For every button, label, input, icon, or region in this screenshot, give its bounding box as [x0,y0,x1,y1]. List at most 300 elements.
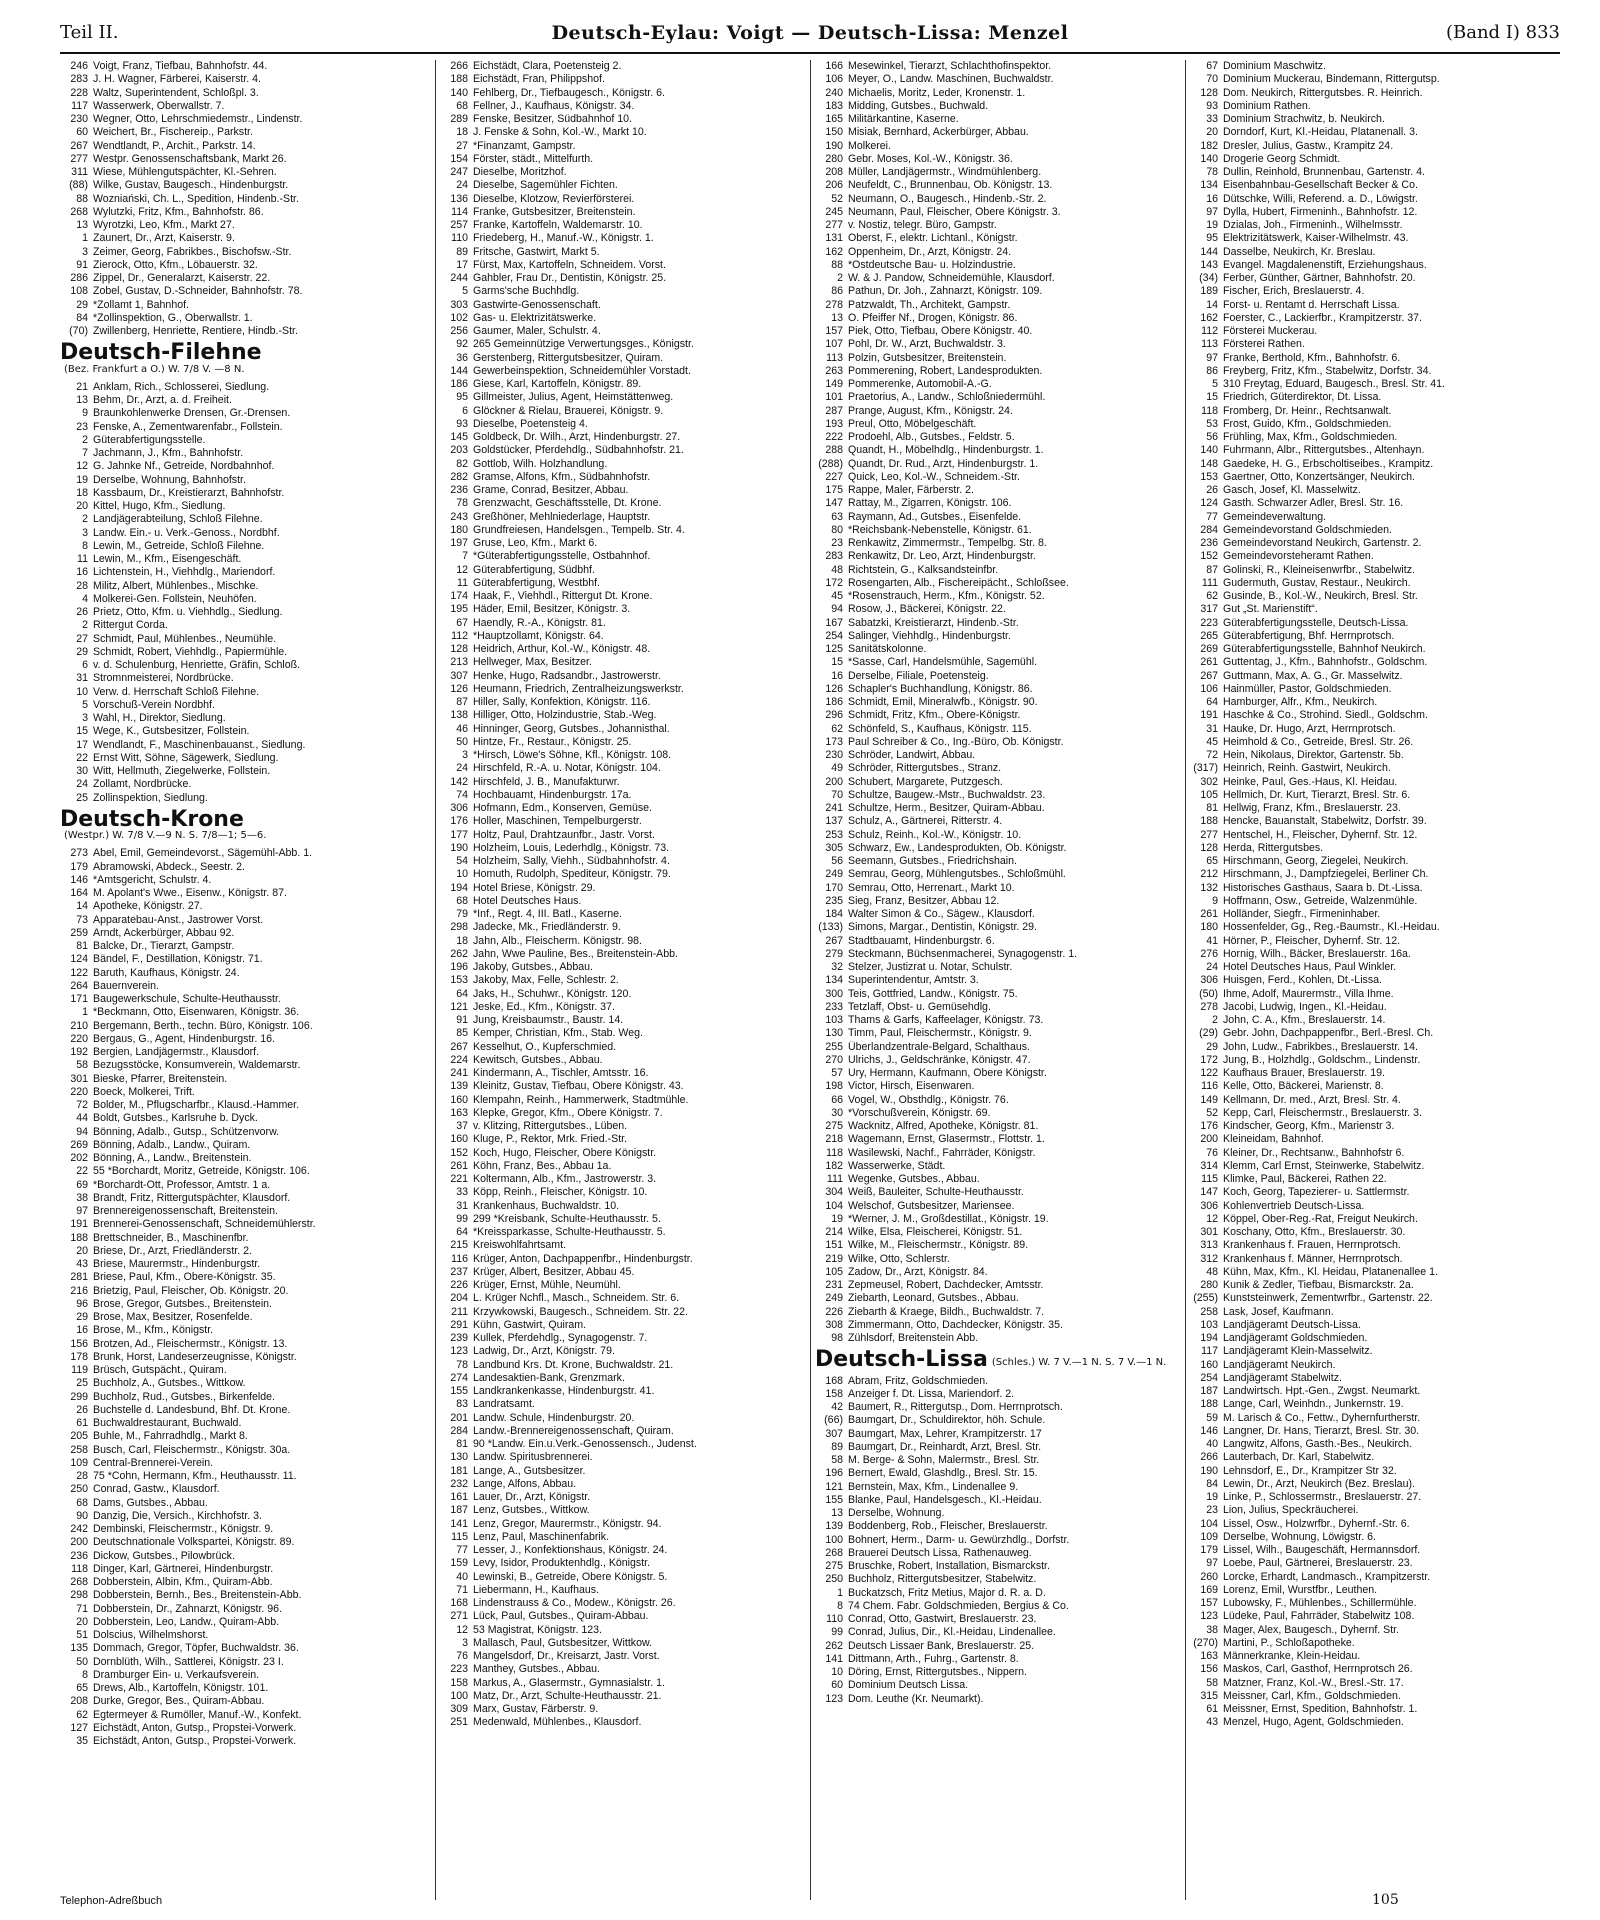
phone-number: 29 [1206,1040,1218,1053]
phone-number: 134 [1200,179,1218,192]
phone-number: 128 [450,643,468,655]
entry-text: Gasch, Josef, Kl. Masselwitz. [1223,484,1361,496]
entry-text: Landjägeramt Goldschmieden. [1223,1332,1368,1344]
phone-number: 92 [456,338,468,351]
directory-entry [60,140,432,153]
directory-entry [1190,471,1561,484]
directory-entry [1190,378,1561,391]
entry-text: Zobel, Gustav, D.-Schneider, Bahnhofstr. 78. [93,285,303,298]
phone-number: 13 [831,1507,843,1519]
directory-entry [440,1266,808,1279]
phone-number: 104 [825,1199,843,1212]
entry-text: Homuth, Rudolph, Spediteur, Königstr. 79. [473,868,671,881]
entry-text: Fenske, Besitzer, Südbahnhof 10. [473,113,633,125]
directory-entry [815,153,1183,166]
directory-entry [440,1438,808,1451]
phone-number: 267 [825,934,843,947]
entry-text: Menzel, Hugo, Agent, Goldschmieden. [1223,1716,1404,1729]
directory-entry [440,1133,808,1146]
directory-entry [60,527,432,540]
directory-entry [440,1478,808,1491]
phone-number: 156 [70,1337,88,1350]
entry-text: Haendly, R.-A., Königstr. 81. [473,616,606,629]
phone-number: 301 [70,1072,88,1085]
entry-text: Lüdeke, Paul, Fahrräder, Stabelwitz 108. [1223,1610,1415,1623]
phone-number: 115 [451,1530,468,1543]
directory-entry [1190,577,1561,590]
phone-number: 230 [70,113,88,125]
phone-number: 10 [831,1666,843,1678]
directory-entry [440,1239,808,1252]
entry-text: Paul Schreiber & Co., Ing.-Büro, Ob. Königstr. [848,735,1064,748]
phone-number: 18 [456,126,468,139]
entry-text: Steckmann, Büchsenmacherei, Synagogenstr. 1. [848,947,1078,960]
entry-text: Apparatebau-Anst., Jastrower Vorst. [93,913,264,926]
directory-entry [1190,1266,1561,1279]
phone-number: 28 [76,1470,88,1482]
directory-entry [60,1258,432,1271]
directory-entry [60,1444,432,1457]
phone-number: 137 [825,815,843,828]
phone-number: 151 [825,1239,843,1252]
phone-number: 178 [70,1350,88,1363]
directory-entry [60,73,432,86]
entry-text: Baumgart, Dr., Schuldirektor, höh. Schule. [848,1414,1046,1427]
phone-number: 281 [70,1271,88,1284]
phone-number: 163 [1200,1650,1218,1662]
directory-entry [440,921,808,934]
phone-number: 140 [1200,152,1218,165]
directory-entry [815,1428,1183,1441]
entry-text: Henke, Hugo, Radsandbr., Jastrowerstr. [473,669,661,682]
entry-text: Franke, Berthold, Kfm., Bahnhofstr. 6. [1223,351,1401,364]
directory-entry [1190,1584,1561,1597]
entry-text: Dieselbe, Klotzow, Revierförsterei. [473,192,635,205]
directory-entry [815,471,1183,484]
entry-text: Heinrich, Reinh. Gastwirt, Neukirch. [1223,762,1391,775]
directory-entry [60,434,432,447]
entry-text: Hossenfelder, Gg., Reg.-Baumstr., Kl.-Heidau. [1223,921,1440,934]
directory-entry [1190,1226,1561,1239]
directory-entry [815,378,1183,391]
directory-entry [60,1457,432,1470]
entry-text: Frost, Guido, Kfm., Goldschmieden. [1223,417,1392,430]
entry-text: Wilke, M., Fleischermstr., Königstr. 89. [848,1239,1029,1252]
directory-entry [815,391,1183,404]
directory-entry [60,540,432,553]
entry-text: Wacknitz, Alfred, Apotheke, Königstr. 81. [848,1120,1039,1132]
entry-text: Historisches Gasthaus, Saara b. Dt.-Lissa. [1223,881,1423,894]
phone-number: 278 [825,298,843,311]
directory-entry [815,1080,1183,1093]
phone-number: 208 [825,166,843,178]
column-3 [810,60,1183,1900]
phone-number: 26 [76,1403,88,1416]
entry-text: Köpp, Reinh., Fleischer, Königstr. 10. [473,1186,648,1199]
directory-entry [440,1279,808,1292]
phone-number: 257 [450,219,468,231]
directory-entry [815,935,1183,948]
phone-number: 79 [456,908,468,920]
directory-entry [1190,1597,1561,1610]
directory-entry [1190,961,1561,974]
entry-text: Arndt, Ackerbürger, Abbau 92. [93,926,235,939]
entry-text: Semrau, Otto, Herrenart., Markt 10. [848,881,1015,894]
entry-text: Briese, Dr., Arzt, Friedländerstr. 2. [93,1244,252,1257]
entry-text: Dobberstein, Leo, Landw., Quiram-Abb. [93,1615,280,1628]
phone-number: 106 [1200,682,1218,695]
entry-text: Landw.-Brennereigenossenschaft, Quiram. [473,1424,674,1437]
directory-entry [60,953,432,966]
entry-text: Dominium Strachwitz, b. Neukirch. [1223,113,1385,125]
phone-number: 11 [77,553,88,565]
directory-entry [1190,352,1561,365]
directory-entry [1190,1398,1561,1411]
volume-page: (Band I) 833 [1445,22,1560,43]
entry-text: Franke, Gutsbesitzer, Breitenstein. [473,205,636,218]
phone-number: 2 [1212,1014,1218,1026]
directory-entry [1190,497,1561,510]
directory-entry [1190,736,1561,749]
entry-text: Holzheim, Louis, Lederhdlg., Königstr. 73. [473,841,670,854]
directory-entry [440,179,808,192]
entry-text: Hauke, Dr. Hugo, Arzt, Herrnprotsch. [1223,722,1396,735]
entry-text: Kelle, Otto, Bäckerei, Marienstr. 8. [1223,1080,1384,1093]
directory-entry [1190,299,1561,312]
directory-entry [440,1120,808,1133]
phone-number: 95 [456,391,468,404]
phone-number: 163 [450,1106,468,1119]
entry-text: Jadecke, Mk., Friedländerstr. 9. [473,921,621,934]
entry-text: Eichstädt, Anton, Gutsp., Propstei-Vorwerk. [93,1721,297,1734]
entry-text: Timm, Paul, Fleischermstr., Königstr. 9. [848,1027,1032,1040]
directory-entry [440,1637,808,1650]
phone-number: 21 [76,380,88,393]
phone-number: 236 [450,484,468,496]
directory-entry [440,431,808,444]
directory-entry [1190,617,1561,630]
entry-text: Lissel, Wilh., Baugeschäft, Hermannsdorf. [1223,1544,1421,1556]
phone-number: 66 [831,1093,843,1106]
header-rule [60,52,1560,54]
directory-entry [815,458,1183,471]
entry-text: Kluge, P., Rektor, Mrk. Fried.-Str. [473,1133,628,1146]
directory-entry [440,1451,808,1464]
directory-entry [815,736,1183,749]
directory-entry [815,1600,1183,1613]
directory-entry [1190,1624,1561,1637]
entry-text: Dornblüth, Wilh., Sattlerei, Königstr. 23 I. [93,1655,284,1668]
directory-entry [60,1576,432,1589]
directory-entry [815,670,1183,683]
phone-number: 276 [1200,947,1218,960]
entry-text: Landw. Ein.- u. Verk.-Genoss., Nordbhf. [93,526,280,539]
phone-number: 307 [450,669,468,682]
directory-entry [815,113,1183,126]
directory-entry [440,1412,808,1425]
entry-text: Klepke, Gregor, Kfm., Obere Königstr. 7. [473,1106,663,1119]
entry-text: Wilke, Elsa, Fleischerei, Königstr. 51. [848,1226,1023,1238]
entry-text: Brennereigenossenschaft, Breitenstein. [93,1205,278,1217]
phone-number: 27 [76,632,88,645]
directory-entry [815,232,1183,245]
directory-entry [440,630,808,643]
entry-text: Grame, Conrad, Besitzer, Abbau. [473,484,629,496]
entry-text: Dominium Rathen. [1223,99,1311,112]
phone-number: 67 [456,616,468,629]
phone-number: 29 [76,645,88,658]
phone-number: 113 [826,351,843,364]
phone-number: 266 [450,60,468,72]
entry-text: 74 Chem. Fabr. Goldschmieden, Bergius & Co. [848,1599,1069,1612]
entry-text: Bönning, Adalb., Gutsp., Schützenvorw. [93,1125,280,1138]
entry-text: Baugewerkschule, Schulte-Heuthausstr. [93,993,281,1005]
directory-entry [1190,219,1561,232]
entry-text: Pohl, Dr. W., Arzt, Buchwaldstr. 3. [848,338,1006,351]
directory-entry [60,646,432,659]
phone-number: 12 [456,563,468,576]
phone-number: 230 [825,749,843,761]
entry-text: Braunkohlenwerke Drensen, Gr.-Drensen. [93,407,291,420]
directory-entry [815,1679,1183,1692]
entry-text: O. Pfeiffer Nf., Drogen, Königstr. 86. [848,311,1018,324]
entry-text: Kaufhaus Brauer, Breslauerstr. 19. [1223,1067,1385,1079]
phone-number: 280 [825,152,843,165]
entry-text: Brietzig, Paul, Fleischer, Ob. Königstr. 20. [93,1284,289,1297]
entry-text: Dommach, Gregor, Töpfer, Buchwaldstr. 36. [93,1642,299,1655]
entry-text: Patzwaldt, Th., Architekt, Gampstr. [848,298,1011,311]
entry-text: Neufeldt, C., Brunnenbau, Ob. Königstr. 13. [848,179,1053,192]
directory-entry [1190,1133,1561,1146]
entry-text: *Sasse, Carl, Handelsmühle, Sagemühl. [848,656,1038,669]
entry-text: *Kreissparkasse, Schulte-Heuthausstr. 5. [473,1226,666,1238]
phone-number: 312 [1200,1252,1218,1265]
directory-entry [60,1735,432,1748]
entry-text: Lange, Carl, Weinhdn., Junkernstr. 19. [1223,1398,1404,1411]
entry-text: Schapler's Buchhandlung, Königstr. 86. [848,682,1033,695]
directory-entry [440,1213,808,1226]
entry-text: Jachmann, J., Kfm., Bahnhofstr. [93,447,244,459]
phone-number: 211 [451,1305,468,1318]
phone-number: 296 [825,709,843,722]
entry-text: Eichstädt, Anton, Gutsp., Propstei-Vorwerk. [93,1735,297,1747]
directory-entry [815,1507,1183,1520]
phone-number: 208 [70,1695,88,1708]
entry-text: Kühn, Gastwirt, Quiram. [473,1318,587,1331]
directory-entry [60,1324,432,1337]
entry-text: Dieselbe, Moritzhof. [473,166,567,178]
phone-number: 222 [825,431,843,443]
entry-text: Abram, Fritz, Goldschmieden. [848,1374,989,1387]
directory-entry [1190,153,1561,166]
entry-text: Haschke & Co., Strohind. Siedl., Goldschm. [1223,709,1428,722]
phone-number: 18 [76,486,88,499]
entry-text: *Finanzamt, Gampstr. [473,139,576,152]
footer-label: Telephon-Adreßbuch [60,1895,163,1907]
phone-number: 2 [82,619,88,632]
directory-entry [60,421,432,434]
directory-entry [440,1385,808,1398]
entry-text: Holzheim, Sally, Viehh., Südbahnhofstr. 4. [473,855,670,867]
phone-number: 116 [1201,1080,1218,1093]
phone-number: 173 [825,735,843,748]
phone-number: (133) [818,921,843,934]
directory-entry [60,126,432,139]
entry-text: Dylla, Hubert, Firmeninh., Bahnhofstr. 12. [1223,205,1418,218]
phone-number: 114 [451,205,468,218]
page-header [60,22,1560,52]
directory-entry [815,1441,1183,1454]
phone-number: 146 [1200,1424,1218,1437]
directory-entry [1190,829,1561,842]
directory-entry [1190,1650,1561,1663]
directory-entry [440,166,808,179]
phone-number: 62 [76,1708,88,1721]
entry-text: Landesaktien-Bank, Grenzmark. [473,1371,625,1384]
directory-entry [815,1292,1183,1305]
directory-entry [1190,762,1561,775]
entry-text: Stelzer, Justizrat u. Notar, Schulstr. [848,961,1013,973]
entry-text: Lichtenstein, H., Viehhdlg., Mariendorf. [93,566,276,579]
phone-number: 191 [70,1218,88,1231]
phone-number: 94 [831,603,843,616]
entry-text: Fuhrmann, Albr., Rittergutsbes., Altenhayn. [1223,444,1425,457]
directory-entry [440,670,808,683]
entry-text: Michaelis, Moritz, Leder, Kronenstr. 1. [848,86,1026,99]
phone-number: 205 [70,1430,88,1443]
directory-entry [1190,391,1561,404]
directory-entry [1190,1372,1561,1385]
entry-text: Kellmann, Dr. med., Arzt, Bresl. Str. 4. [1223,1093,1401,1106]
directory-entry [440,193,808,206]
directory-entry [1190,1001,1561,1014]
phone-number: 119 [71,1364,88,1376]
entry-text: Quandt, H., Möbelhdlg., Hindenburgstr. 1. [848,444,1044,457]
phone-number: 261 [1200,656,1218,669]
phone-number: 14 [1206,298,1218,311]
directory-entry [1190,246,1561,259]
entry-text: Bernstein, Max, Kfm., Lindenallee 9. [848,1480,1019,1493]
phone-number: 161 [450,1491,468,1503]
phone-number: 200 [70,1536,88,1549]
phone-number: 194 [1200,1332,1218,1344]
entry-text: Hellweger, Max, Besitzer. [473,656,592,669]
phone-number: 109 [70,1456,88,1469]
directory-entry [815,988,1183,1001]
directory-entry [1190,895,1561,908]
entry-text: Mager, Alex, Baugesch., Dyhernf. Str. [1223,1623,1400,1636]
entry-text: Bohnert, Herm., Darm- u. Gewürzhdlg., Dorfstr. [848,1533,1070,1546]
entry-text: Döring, Ernst, Rittergutsbes., Nippern. [848,1666,1027,1678]
entry-text: Wylutzki, Fritz, Kfm., Bahnhofstr. 86. [93,205,264,218]
entry-text: Evangel. Magdalenenstift, Erziehungshaus. [1223,258,1427,271]
entry-text: Hellmich, Dr. Kurt, Tierarzt, Bresl. Str. 6. [1223,788,1411,801]
entry-text: Zaunert, Dr., Arzt, Kaiserstr. 9. [93,232,235,245]
phone-number: 160 [450,1133,468,1146]
directory-entry [60,1046,432,1059]
phone-number: 180 [1200,921,1218,934]
entry-text: *Reichsbank-Nebenstelle, Königstr. 61. [848,523,1032,536]
phone-number: 81 [456,1438,468,1450]
entry-text: Salinger, Viehhdlg., Hindenburgstr. [848,629,1011,642]
phone-number: 97 [1206,1557,1218,1570]
entry-text: Zollinspektion, Siedlung. [93,791,208,804]
directory-entry [1190,1359,1561,1372]
phone-number: 25 [76,1377,88,1390]
directory-entry [440,948,808,961]
entry-text: Fellner, J., Kaufhaus, Königstr. 34. [473,99,635,112]
entry-text: Krankenhaus, Buchwaldstr. 10. [473,1199,620,1212]
directory-entry [1190,206,1561,219]
entry-text: Rosow, J., Bäckerei, Königstr. 22. [848,603,1006,616]
entry-text: 75 *Cohn, Hermann, Kfm., Heuthausstr. 11. [93,1470,297,1482]
directory-entry [1190,1319,1561,1332]
directory-entry [1190,1703,1561,1716]
phone-number: 6 [82,659,88,671]
entry-text: Ihme, Adolf, Maurermstr., Villa Ihme. [1223,987,1394,1000]
directory-entry [1190,921,1561,934]
directory-entry [440,1253,808,1266]
entry-text: Buchwaldrestaurant, Buchwald. [93,1417,242,1429]
directory-entry [815,829,1183,842]
entry-text: *Werner, J. M., Großdestillat., Königstr. 19. [848,1212,1049,1225]
phone-number: 88 [831,258,843,271]
directory-entry [60,699,432,712]
entry-text: Gramse, Alfons, Kfm., Südbahnhofstr. [473,470,651,483]
directory-entry [60,166,432,179]
entry-text: Gemeindevorsteheramt Rathen. [1223,550,1374,563]
directory-entry [60,940,432,953]
directory-entry [440,789,808,802]
phone-number: 317 [1200,603,1218,616]
entry-text: Dzialas, Joh., Firmeninh., Wilhelmsstr. [1223,219,1403,231]
directory-entry [1190,948,1561,961]
directory-entry [815,630,1183,643]
directory-entry [815,431,1183,444]
directory-entry [815,1133,1183,1146]
phone-number: 7 [82,447,88,459]
entry-text: Lewinski, B., Getreide, Obere Königstr. 5. [473,1570,668,1583]
directory-entry [815,259,1183,272]
phone-number: 251 [450,1716,468,1729]
phone-number: 275 [825,1560,843,1572]
phone-number: 283 [70,73,88,86]
directory-entry [440,550,808,563]
directory-entry [60,1112,432,1125]
entry-text: Wegenke, Gutsbes., Abbau. [848,1173,980,1185]
directory-entry [440,458,808,471]
entry-text: Schultze, Baugew.-Mstr., Buchwaldstr. 23. [848,788,1046,801]
entry-text: Lewin, M., Getreide, Schloß Filehne. [93,539,265,552]
phone-number: 104 [1200,1517,1218,1530]
directory-entry [60,1603,432,1616]
phone-number: 219 [825,1252,843,1265]
directory-entry [440,537,808,550]
phone-number: 61 [1206,1703,1218,1715]
entry-text: Pathun, Dr. Joh., Zahnarzt, Königstr. 109. [848,285,1043,298]
phone-number: 130 [825,1027,843,1040]
phone-number: 88 [76,192,88,205]
phone-number: 277 [1200,828,1218,841]
phone-number: 101 [825,391,843,404]
phone-number: 8 [82,539,88,552]
directory-entry [1190,1173,1561,1186]
entry-text: Neumann, Paul, Fleischer, Obere Königstr. 3. [848,205,1061,218]
directory-entry [440,603,808,616]
phone-number: 284 [450,1424,468,1437]
phone-number: 16 [76,566,88,579]
directory-entry [815,100,1183,113]
